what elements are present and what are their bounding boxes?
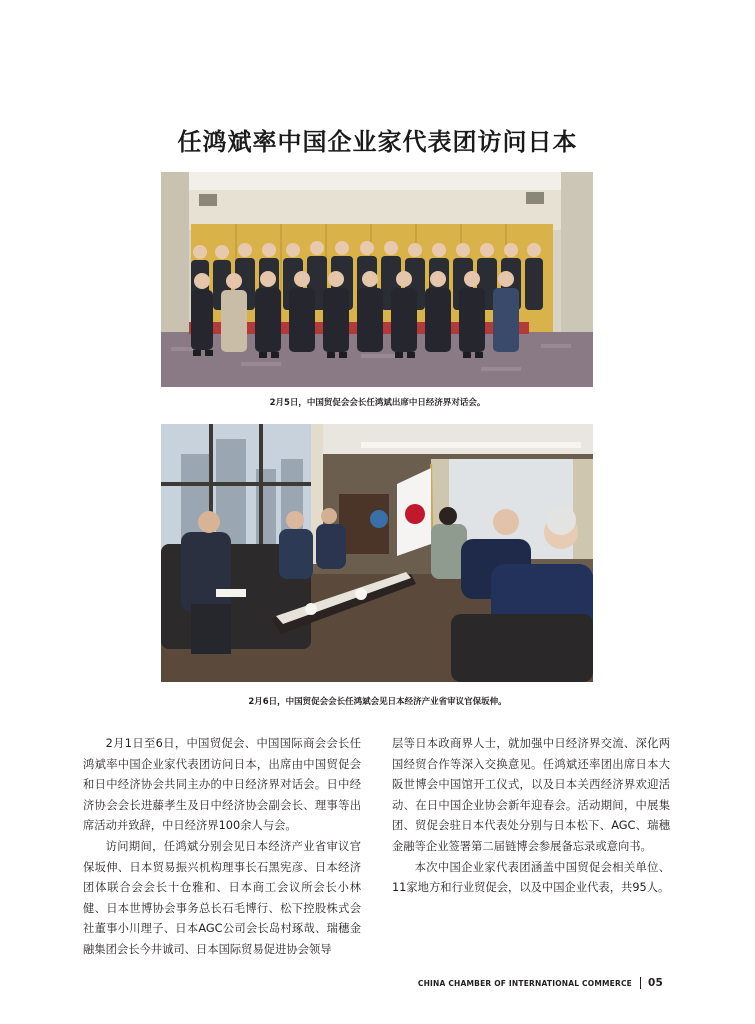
page-number: 05 [647, 977, 663, 989]
paragraph: 访问期间，任鸿斌分别会见日本经济产业省审议官保坂伸、日本贸易振兴机构理事长石黑宪彦、日本经济团体联合会会长十仓雅和、日本商工会议所会长小林健、日本世博协会事务总长石毛博行、松下控股株式会社董事小川理子、日本AGC公司会长岛村琢哉、瑞穗金融集团会长今井诚司、日本国际贸易促进协会领导 [83, 839, 361, 956]
paragraph-continuation: 层等日本政商界人士，就加强中日经济界交流、深化两国经贸合作等深入交换意见。任鸿斌还率团出席日本大阪世博会中国馆开工仪式，以及日本关西经济界欢迎活动、在日中国企业协会新年迎春会。活动期间，中展集团、贸促会驻日本代表处分别与日本松下、AGC、瑞穗金融等企业签署第二届链博会参展备忘录或意向书。 [392, 737, 670, 853]
right-column [392, 734, 670, 899]
photo1-caption: 2月5日，中国贸促会会长任鸿斌出席中日经济界对话会。 [269, 398, 486, 408]
page-footer [418, 977, 663, 989]
photo2-caption: 2月6日，中国贸促会会长任鸿斌会见日本经济产业省审议官保坂伸。 [248, 697, 507, 707]
paragraph: 本次中国企业家代表团涵盖中国贸促会相关单位、11家地方和行业贸促会，以及中国企业代表，共95人。 [392, 860, 670, 895]
paragraph: 2月1日至6日，中国贸促会、中国国际商会会长任鸿斌率中国企业家代表团访问日本，出席由中国贸促会和日中经济协会共同主办的中日经济界对话会。日中经济协会会长进藤孝生及日中经济协会副会长、理事等出席活动并致辞，中日经济界100余人与会。 [83, 737, 361, 833]
group-photo [161, 172, 593, 387]
publication-name: CHINA CHAMBER OF INTERNATIONAL COMMERCE [417, 978, 632, 988]
meeting-photo [161, 424, 593, 682]
left-column [83, 734, 361, 961]
footer-divider [640, 977, 641, 989]
article-title: 任鸿斌率中国企业家代表团访问日本 [177, 128, 578, 156]
